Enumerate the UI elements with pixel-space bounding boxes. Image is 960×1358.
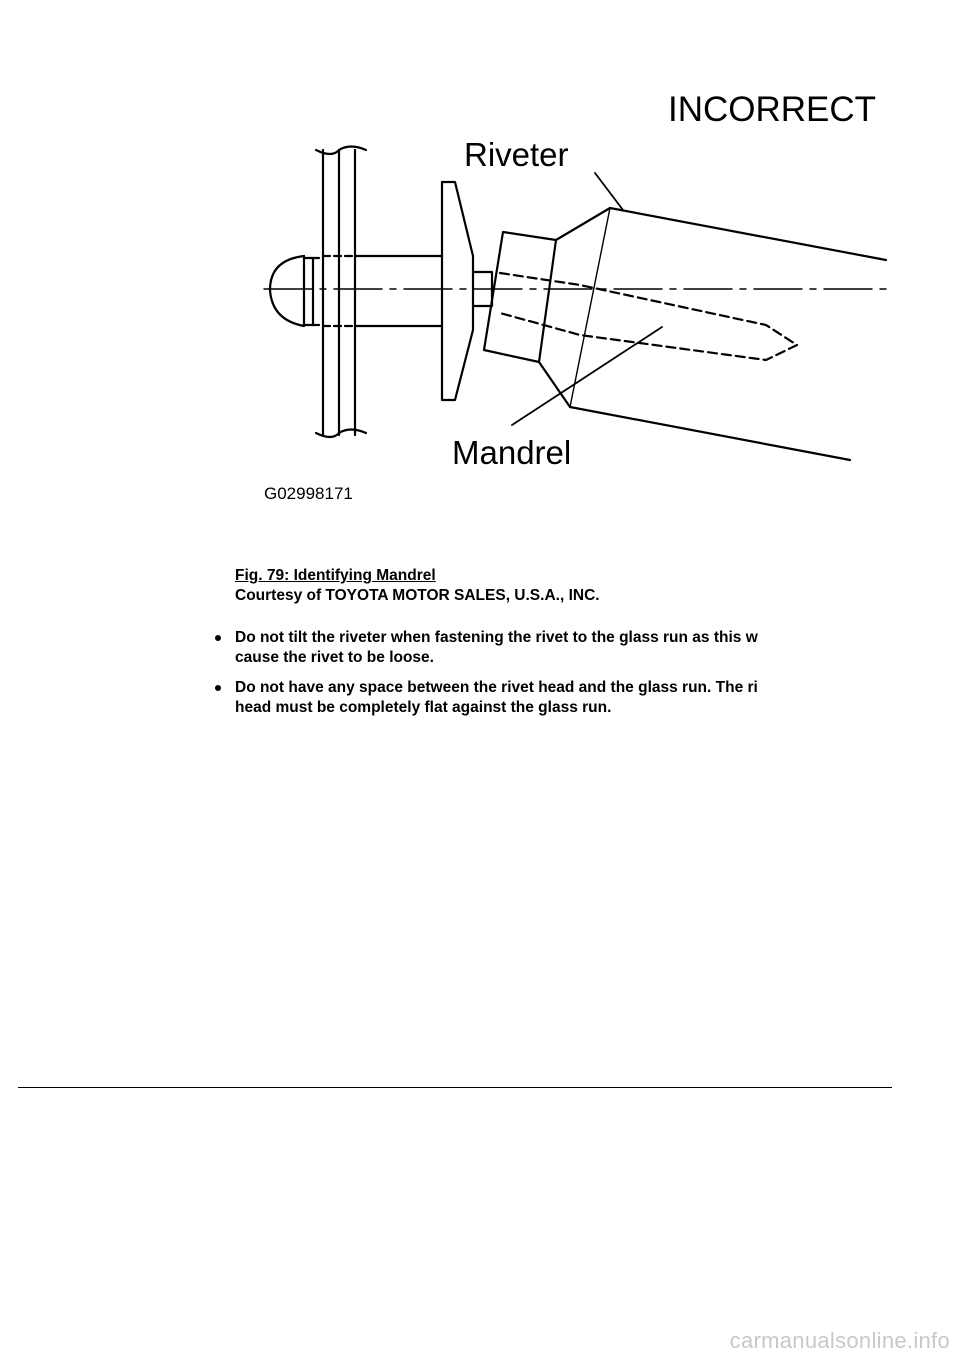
mandrel-label: Mandrel [452,434,572,471]
list-item-line: cause the rivet to be loose. [235,649,434,666]
rivet-collar [304,256,313,326]
bullet-dot-icon [215,635,221,641]
list-item [212,628,888,668]
rivet-shank [323,256,442,326]
list-item-line: Do not tilt the riveter when fastening the rivet to the glass run as this w [235,629,758,646]
rivet-diagram [0,0,960,520]
list-item-line: Do not have any space between the rivet head and the glass run. The ri [235,679,758,696]
riveter-body [539,208,886,460]
watermark: carmanualsonline.info [729,1328,950,1353]
figure-caption [235,566,600,606]
figure-courtesy: Courtesy of TOYOTA MOTOR SALES, U.S.A., INC. [235,587,600,604]
rivet-flange [442,182,473,400]
list-item-line: head must be completely flat against the glass run. [235,699,612,716]
list-item [212,678,888,718]
riveter-nose [484,232,556,362]
riveter-label: Riveter [464,136,569,173]
figure-title: Fig. 79: Identifying Mandrel [235,567,436,584]
rivet-head [270,256,304,326]
figure-id-label: G02998171 [264,484,353,503]
bullet-dot-icon [215,685,221,691]
riveter-leader-line [595,173,623,210]
incorrect-label: INCORRECT [668,90,877,129]
glass-run-panel [316,147,366,438]
instruction-list [212,628,888,728]
footer-divider [18,1087,892,1088]
